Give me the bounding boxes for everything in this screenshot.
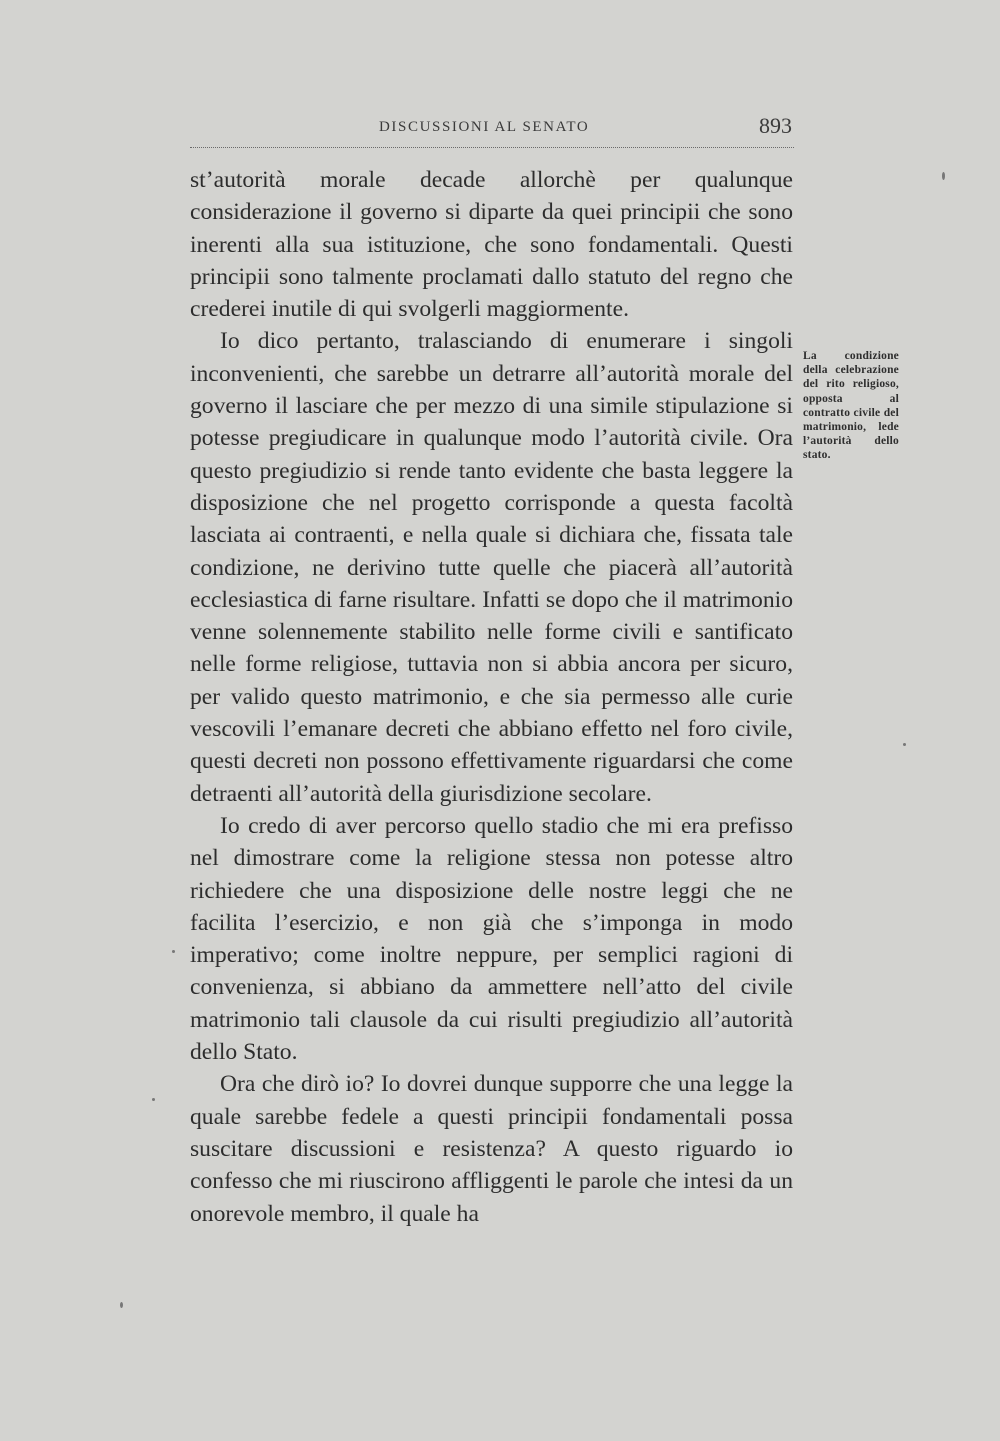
paper-speck: [172, 950, 175, 953]
header-rule: [190, 147, 794, 148]
paragraph-3: Io credo di aver percorso quello stadio che mi era prefisso nel dimostrare come la religione stessa non potesse altro richiedere che una disposizione delle nostre leggi che ne facilita l’esercizio, e non già che s’imponga in modo imperativo; come inoltre neppure, per semplici ragioni di convenienza, si abbiano da ammettere nell’atto del civile matrimonio tali clausole da cui risulti pregiudizio all’autorità dello Stato.: [190, 812, 793, 1066]
main-text: [190, 164, 793, 1230]
page-number: 893: [759, 113, 792, 138]
paper-speck: [120, 1302, 123, 1308]
running-title: DISCUSSIONI AL SENATO: [379, 119, 590, 135]
running-head: [190, 113, 794, 147]
paper-speck: [942, 172, 945, 180]
paragraph-1: st’autorità morale decade allorchè per qualunque considerazione il governo si diparte da quei principii che sono inerenti alla sua istituzione, che sono fondamentali. Questi principii sono talmente proclamati dallo statuto del regno che crederei inutile di qui svolgerli maggiormente.: [190, 167, 793, 323]
paragraph-2: Io dico pertanto, tralasciando di enumerare i singoli inconvenienti, che sarebbe un detrarre all’autorità morale del governo il lasciare che per mezzo di una simile stipulazione si potesse pregiudicare in qualunque modo l’autorità civile. Ora questo pregiudizio si rende tanto evidente che basta leggere la disposizione che nel progetto corrisponde a questa facoltà lasciata ai contraenti, e nella quale si dichiara che, fissata tale condizione, ne derivino tutte quelle che piacerà all’autorità ecclesiastica di farne risultare. Infatti se dopo che il matrimonio venne solennemente stabilito nelle forme civili e santificato nelle forme religiose, tuttavia non si abbia ancora per sicuro, per valido questo matrimonio, e che sia permesso alle curie vescovili l’emanare decreti che abbiano effetto nel foro civile, questi decreti non possono effettivamente riguardarsi che come detraenti all’autorità della giurisdizione secolare.: [190, 328, 793, 807]
paper-speck: [152, 1098, 155, 1101]
paragraph-4: Ora che dirò io? Io dovrei dunque supporre che una legge la quale sarebbe fedele a questi principii fondamentali possa suscitare discussioni e resistenza? A questo riguardo io confesso che mi riuscirono affliggenti le parole che intesi da un onorevole membro, il quale ha: [190, 1071, 793, 1227]
marginal-note: La condizione della celebrazione del rito religioso, opposta al contratto civile del matrimonio, lede l’autorità dello stato.: [803, 350, 899, 462]
paper-speck: [903, 743, 906, 746]
